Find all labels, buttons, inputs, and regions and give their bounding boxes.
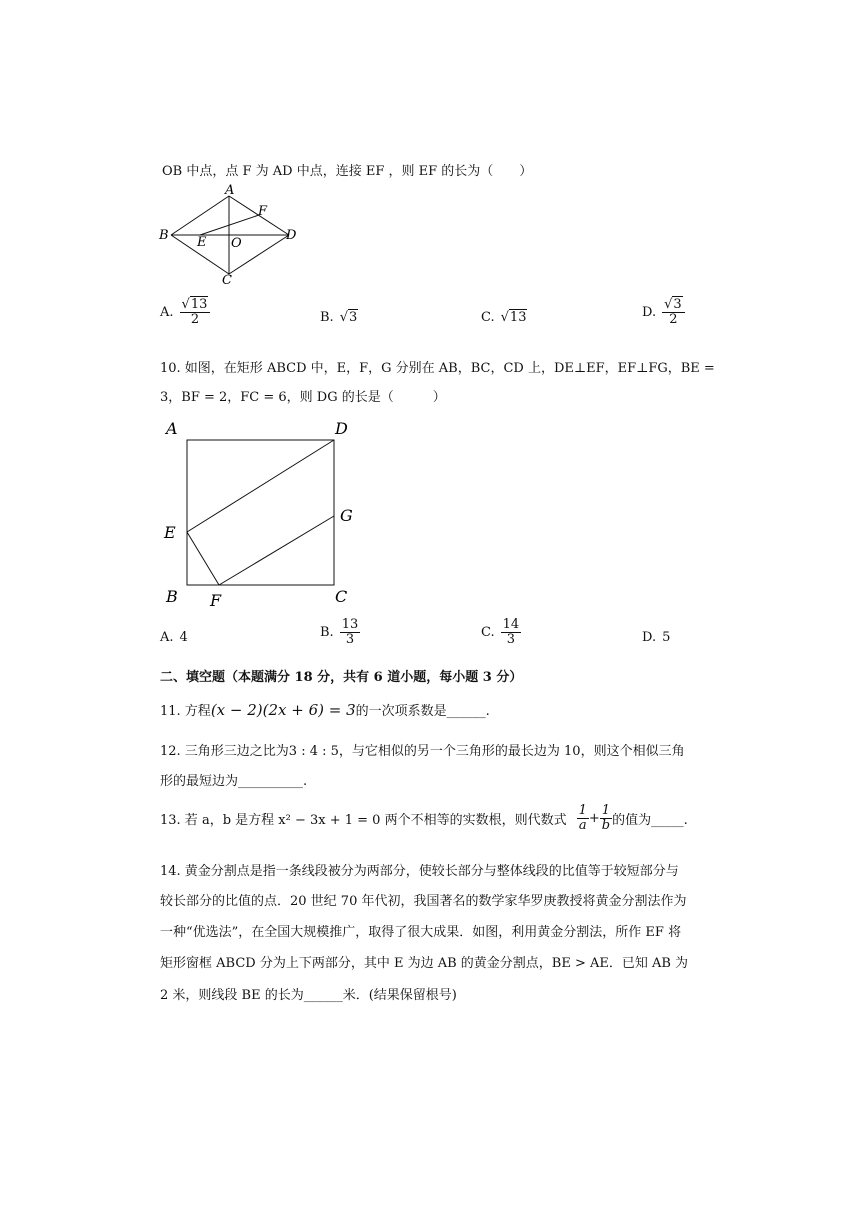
label-B: B (159, 228, 169, 243)
q9-choice-b: B. √3 (320, 310, 358, 325)
q9-choice-c: C. √13 (481, 310, 527, 325)
q14-line4: 矩形窗框 ABCD 分为上下两部分，其中 E 为边 AB 的黄金分割点，BE > AE．已知 AB 为 (160, 956, 689, 971)
q11: 11. 方程(x − 2)(2x + 6) = 3的一次项系数是______. (160, 701, 490, 719)
q10-rectangle-figure (160, 414, 370, 614)
label-G: G (340, 506, 353, 525)
label-B: B (166, 587, 178, 606)
label-O: O (231, 236, 242, 251)
q10-choice-d: D. 5 (642, 630, 671, 645)
label-A: A (166, 419, 178, 438)
label-D: D (335, 419, 348, 438)
label-C: C (335, 587, 348, 606)
q9-choice-a: A. $\frac{√13}{2}$ (160, 298, 210, 326)
q14-line1: 14. 黄金分割点是指一条线段被分为两部分，使较长部分与整体线段的比值等于较短部分与 (160, 864, 679, 879)
q14-line5: 2 米，则线段 BE 的长为______米．(结果保留根号) (160, 988, 457, 1003)
q12-line2: 形的最短边为__________. (160, 774, 308, 789)
q9-rhombus-figure (155, 183, 305, 288)
q10-choice-b: B. $\frac{13}{3}$ (320, 617, 359, 647)
label-F: F (258, 204, 268, 219)
label-E: E (164, 523, 176, 542)
q10-choice-c: C. $\frac{14}{3}$ (481, 617, 520, 647)
q10-line1: 10. 如图，在矩形 ABCD 中，E，F，G 分别在 AB，BC，CD 上，DE⊥EF，EF⊥FG，BE = (160, 361, 715, 376)
label-C: C (222, 273, 232, 288)
section2-title: 二、填空题（本题满分 18 分，共有 6 道小题，每小题 3 分） (160, 670, 523, 685)
q12-line1: 12. 三角形三边之比为3 : 4 : 5，与它相似的另一个三角形的最长边为 10，则这个相似三角 (160, 744, 685, 759)
q14-line2: 较长部分的比值的点．20 世纪 70 年代初，我国著名的数学家华罗庚教授将黄金分割法作为 (160, 894, 687, 909)
q13: 13. 若 a，b 是方程 x² − 3x + 1 = 0 两个不相等的实数根，则代数式 $\frac{1}{a}$ + $\frac{1}{b}$ 的值为_____. (160, 803, 688, 833)
label-A: A (225, 183, 235, 198)
q10-line2: 3，BF = 2，FC = 6，则 DG 的长是（ ） (160, 390, 446, 405)
label-E: E (197, 235, 207, 250)
q9-choice-d: D. $\frac{√3}{2}$ (642, 298, 685, 326)
q9-stem-tail: OB 中点，点 F 为 AD 中点，连接 EF ，则 EF 的长为（ ） (162, 164, 533, 179)
q14-line3: 一种“优选法”，在全国大规模推广，取得了很大成果．如图，利用黄金分割法，所作 EF 将 (160, 925, 682, 940)
label-F: F (210, 591, 222, 610)
q10-choice-a: A. 4 (160, 630, 188, 645)
label-D: D (286, 228, 297, 243)
